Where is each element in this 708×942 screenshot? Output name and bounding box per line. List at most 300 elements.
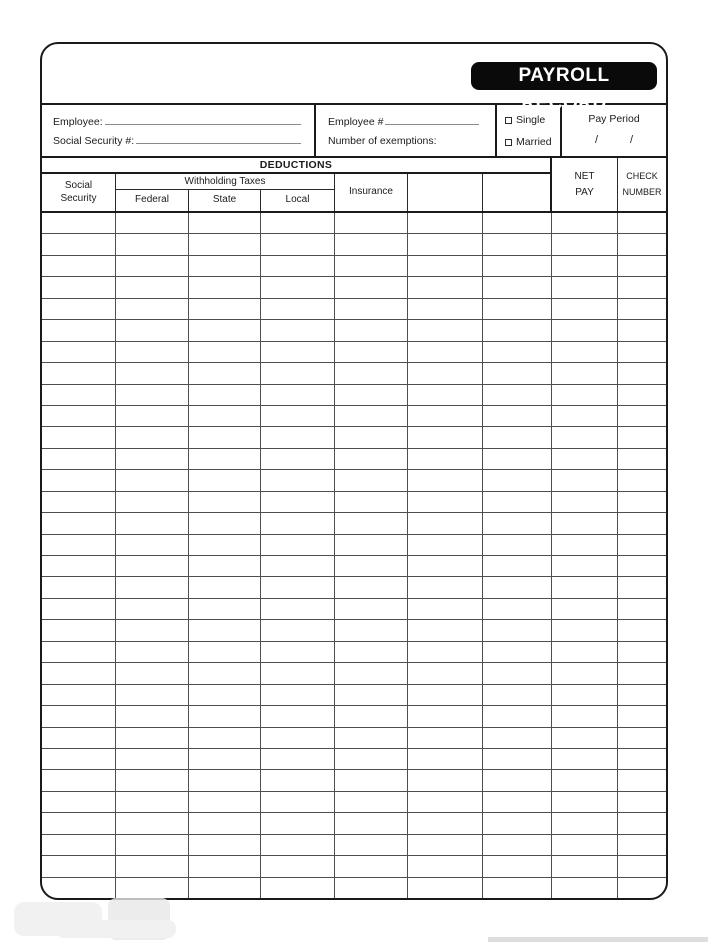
cell-local[interactable] <box>261 427 335 447</box>
cell-state[interactable] <box>189 685 261 705</box>
cell-check-number[interactable] <box>618 256 666 276</box>
cell-federal[interactable] <box>116 878 189 898</box>
cell-insurance[interactable] <box>335 728 408 748</box>
cell-blank-2[interactable] <box>483 792 552 812</box>
cell-insurance[interactable] <box>335 663 408 683</box>
cell-state[interactable] <box>189 620 261 640</box>
cell-blank-2[interactable] <box>483 663 552 683</box>
cell-local[interactable] <box>261 749 335 769</box>
cell-net-pay[interactable] <box>552 492 618 512</box>
cell-blank-1[interactable] <box>408 577 483 597</box>
cell-blank-2[interactable] <box>483 406 552 426</box>
cell-net-pay[interactable] <box>552 878 618 898</box>
cell-blank-1[interactable] <box>408 213 483 233</box>
cell-state[interactable] <box>189 556 261 576</box>
cell-net-pay[interactable] <box>552 685 618 705</box>
cell-check-number[interactable] <box>618 427 666 447</box>
cell-net-pay[interactable] <box>552 406 618 426</box>
cell-federal[interactable] <box>116 213 189 233</box>
cell-local[interactable] <box>261 385 335 405</box>
cell-check-number[interactable] <box>618 813 666 833</box>
cell-net-pay[interactable] <box>552 470 618 490</box>
cell-net-pay[interactable] <box>552 234 618 254</box>
cell-social-security[interactable] <box>42 342 116 362</box>
cell-social-security[interactable] <box>42 513 116 533</box>
cell-insurance[interactable] <box>335 599 408 619</box>
cell-federal[interactable] <box>116 234 189 254</box>
cell-insurance[interactable] <box>335 792 408 812</box>
cell-local[interactable] <box>261 213 335 233</box>
cell-check-number[interactable] <box>618 406 666 426</box>
cell-federal[interactable] <box>116 642 189 662</box>
cell-net-pay[interactable] <box>552 577 618 597</box>
cell-insurance[interactable] <box>335 256 408 276</box>
cell-blank-1[interactable] <box>408 706 483 726</box>
cell-net-pay[interactable] <box>552 749 618 769</box>
cell-blank-2[interactable] <box>483 256 552 276</box>
cell-blank-2[interactable] <box>483 620 552 640</box>
cell-federal[interactable] <box>116 556 189 576</box>
cell-check-number[interactable] <box>618 642 666 662</box>
cell-state[interactable] <box>189 513 261 533</box>
cell-blank-1[interactable] <box>408 513 483 533</box>
cell-check-number[interactable] <box>618 856 666 876</box>
cell-insurance[interactable] <box>335 642 408 662</box>
cell-blank-2[interactable] <box>483 470 552 490</box>
cell-net-pay[interactable] <box>552 856 618 876</box>
cell-local[interactable] <box>261 706 335 726</box>
cell-local[interactable] <box>261 642 335 662</box>
cell-federal[interactable] <box>116 342 189 362</box>
cell-state[interactable] <box>189 470 261 490</box>
cell-local[interactable] <box>261 556 335 576</box>
cell-net-pay[interactable] <box>552 256 618 276</box>
cell-insurance[interactable] <box>335 577 408 597</box>
cell-insurance[interactable] <box>335 556 408 576</box>
cell-federal[interactable] <box>116 577 189 597</box>
cell-blank-1[interactable] <box>408 385 483 405</box>
cell-local[interactable] <box>261 299 335 319</box>
cell-net-pay[interactable] <box>552 277 618 297</box>
cell-state[interactable] <box>189 385 261 405</box>
cell-blank-2[interactable] <box>483 685 552 705</box>
cell-state[interactable] <box>189 706 261 726</box>
cell-social-security[interactable] <box>42 792 116 812</box>
cell-blank-1[interactable] <box>408 535 483 555</box>
cell-blank-1[interactable] <box>408 792 483 812</box>
cell-blank-1[interactable] <box>408 256 483 276</box>
cell-net-pay[interactable] <box>552 599 618 619</box>
cell-insurance[interactable] <box>335 299 408 319</box>
cell-federal[interactable] <box>116 599 189 619</box>
cell-social-security[interactable] <box>42 620 116 640</box>
cell-federal[interactable] <box>116 513 189 533</box>
cell-net-pay[interactable] <box>552 728 618 748</box>
cell-insurance[interactable] <box>335 535 408 555</box>
cell-insurance[interactable] <box>335 234 408 254</box>
cell-check-number[interactable] <box>618 835 666 855</box>
cell-net-pay[interactable] <box>552 706 618 726</box>
cell-social-security[interactable] <box>42 213 116 233</box>
cell-federal[interactable] <box>116 449 189 469</box>
cell-check-number[interactable] <box>618 470 666 490</box>
cell-net-pay[interactable] <box>552 427 618 447</box>
cell-social-security[interactable] <box>42 535 116 555</box>
cell-blank-1[interactable] <box>408 363 483 383</box>
married-checkbox[interactable] <box>505 139 512 146</box>
cell-social-security[interactable] <box>42 663 116 683</box>
cell-blank-1[interactable] <box>408 470 483 490</box>
cell-blank-2[interactable] <box>483 577 552 597</box>
cell-federal[interactable] <box>116 706 189 726</box>
cell-local[interactable] <box>261 577 335 597</box>
cell-state[interactable] <box>189 492 261 512</box>
cell-social-security[interactable] <box>42 406 116 426</box>
cell-social-security[interactable] <box>42 878 116 898</box>
cell-insurance[interactable] <box>335 406 408 426</box>
cell-state[interactable] <box>189 449 261 469</box>
cell-insurance[interactable] <box>335 856 408 876</box>
cell-local[interactable] <box>261 535 335 555</box>
cell-check-number[interactable] <box>618 556 666 576</box>
cell-social-security[interactable] <box>42 770 116 790</box>
cell-blank-2[interactable] <box>483 363 552 383</box>
cell-state[interactable] <box>189 599 261 619</box>
cell-local[interactable] <box>261 492 335 512</box>
cell-insurance[interactable] <box>335 878 408 898</box>
cell-net-pay[interactable] <box>552 792 618 812</box>
cell-blank-1[interactable] <box>408 427 483 447</box>
cell-federal[interactable] <box>116 728 189 748</box>
cell-local[interactable] <box>261 256 335 276</box>
cell-blank-2[interactable] <box>483 749 552 769</box>
cell-state[interactable] <box>189 577 261 597</box>
cell-blank-1[interactable] <box>408 556 483 576</box>
cell-state[interactable] <box>189 299 261 319</box>
cell-state[interactable] <box>189 406 261 426</box>
table-row <box>42 685 666 706</box>
cell-local[interactable] <box>261 277 335 297</box>
cell-state[interactable] <box>189 277 261 297</box>
cell-social-security[interactable] <box>42 320 116 340</box>
cell-blank-1[interactable] <box>408 663 483 683</box>
cell-net-pay[interactable] <box>552 535 618 555</box>
cell-check-number[interactable] <box>618 728 666 748</box>
cell-insurance[interactable] <box>335 492 408 512</box>
cell-net-pay[interactable] <box>552 299 618 319</box>
cell-local[interactable] <box>261 449 335 469</box>
cell-check-number[interactable] <box>618 577 666 597</box>
cell-blank-2[interactable] <box>483 342 552 362</box>
cell-state[interactable] <box>189 427 261 447</box>
cell-state[interactable] <box>189 792 261 812</box>
cell-local[interactable] <box>261 363 335 383</box>
single-checkbox[interactable] <box>505 117 512 124</box>
employee-number-label: Employee # <box>328 116 384 128</box>
cell-social-security[interactable] <box>42 728 116 748</box>
cell-local[interactable] <box>261 320 335 340</box>
cell-state[interactable] <box>189 835 261 855</box>
cell-blank-2[interactable] <box>483 299 552 319</box>
cell-state[interactable] <box>189 878 261 898</box>
cell-blank-2[interactable] <box>483 492 552 512</box>
cell-state[interactable] <box>189 663 261 683</box>
cell-check-number[interactable] <box>618 770 666 790</box>
cell-net-pay[interactable] <box>552 620 618 640</box>
cell-blank-1[interactable] <box>408 492 483 512</box>
cell-social-security[interactable] <box>42 492 116 512</box>
cell-state[interactable] <box>189 535 261 555</box>
cell-social-security[interactable] <box>42 470 116 490</box>
cell-federal[interactable] <box>116 256 189 276</box>
cell-state[interactable] <box>189 728 261 748</box>
cell-social-security[interactable] <box>42 277 116 297</box>
cell-insurance[interactable] <box>335 213 408 233</box>
cell-federal[interactable] <box>116 277 189 297</box>
cell-blank-2[interactable] <box>483 642 552 662</box>
cell-net-pay[interactable] <box>552 513 618 533</box>
cell-check-number[interactable] <box>618 685 666 705</box>
cell-blank-2[interactable] <box>483 535 552 555</box>
cell-local[interactable] <box>261 792 335 812</box>
cell-insurance[interactable] <box>335 320 408 340</box>
cell-state[interactable] <box>189 642 261 662</box>
cell-net-pay[interactable] <box>552 556 618 576</box>
cell-blank-2[interactable] <box>483 599 552 619</box>
cell-blank-1[interactable] <box>408 234 483 254</box>
cell-state[interactable] <box>189 856 261 876</box>
cell-federal[interactable] <box>116 363 189 383</box>
cell-blank-1[interactable] <box>408 749 483 769</box>
cell-check-number[interactable] <box>618 234 666 254</box>
cell-insurance[interactable] <box>335 770 408 790</box>
cell-blank-1[interactable] <box>408 277 483 297</box>
cell-local[interactable] <box>261 856 335 876</box>
cell-blank-1[interactable] <box>408 835 483 855</box>
cell-net-pay[interactable] <box>552 342 618 362</box>
cell-check-number[interactable] <box>618 492 666 512</box>
cell-state[interactable] <box>189 749 261 769</box>
cell-insurance[interactable] <box>335 706 408 726</box>
cell-blank-2[interactable] <box>483 728 552 748</box>
exemptions-label: Number of exemptions: <box>328 135 437 147</box>
cell-local[interactable] <box>261 663 335 683</box>
cell-federal[interactable] <box>116 685 189 705</box>
cell-federal[interactable] <box>116 813 189 833</box>
cell-blank-1[interactable] <box>408 770 483 790</box>
cell-net-pay[interactable] <box>552 449 618 469</box>
check-number-line-1: CHECK <box>626 171 658 182</box>
cell-blank-2[interactable] <box>483 556 552 576</box>
cell-social-security[interactable] <box>42 685 116 705</box>
cell-local[interactable] <box>261 234 335 254</box>
employee-number-input-line[interactable] <box>385 113 479 125</box>
cell-blank-2[interactable] <box>483 706 552 726</box>
cell-social-security[interactable] <box>42 642 116 662</box>
cell-insurance[interactable] <box>335 620 408 640</box>
cell-insurance[interactable] <box>335 363 408 383</box>
cell-check-number[interactable] <box>618 449 666 469</box>
cell-federal[interactable] <box>116 492 189 512</box>
cell-social-security[interactable] <box>42 835 116 855</box>
cell-social-security[interactable] <box>42 856 116 876</box>
cell-federal[interactable] <box>116 620 189 640</box>
cell-net-pay[interactable] <box>552 642 618 662</box>
cell-state[interactable] <box>189 320 261 340</box>
cell-local[interactable] <box>261 406 335 426</box>
cell-check-number[interactable] <box>618 342 666 362</box>
cell-local[interactable] <box>261 878 335 898</box>
cell-blank-1[interactable] <box>408 878 483 898</box>
cell-federal[interactable] <box>116 385 189 405</box>
cell-blank-1[interactable] <box>408 320 483 340</box>
cell-check-number[interactable] <box>618 620 666 640</box>
cell-insurance[interactable] <box>335 449 408 469</box>
cell-check-number[interactable] <box>618 535 666 555</box>
cell-check-number[interactable] <box>618 792 666 812</box>
cell-federal[interactable] <box>116 770 189 790</box>
cell-insurance[interactable] <box>335 385 408 405</box>
table-row <box>42 256 666 277</box>
cell-check-number[interactable] <box>618 599 666 619</box>
cell-insurance[interactable] <box>335 342 408 362</box>
cell-check-number[interactable] <box>618 213 666 233</box>
cell-federal[interactable] <box>116 406 189 426</box>
cell-local[interactable] <box>261 728 335 748</box>
cell-blank-2[interactable] <box>483 449 552 469</box>
cell-blank-2[interactable] <box>483 277 552 297</box>
cell-state[interactable] <box>189 770 261 790</box>
cell-local[interactable] <box>261 599 335 619</box>
cell-social-security[interactable] <box>42 299 116 319</box>
cell-blank-2[interactable] <box>483 513 552 533</box>
cell-social-security[interactable] <box>42 706 116 726</box>
cell-blank-2[interactable] <box>483 234 552 254</box>
cell-social-security[interactable] <box>42 256 116 276</box>
cell-local[interactable] <box>261 513 335 533</box>
cell-local[interactable] <box>261 770 335 790</box>
cell-blank-2[interactable] <box>483 878 552 898</box>
cell-social-security[interactable] <box>42 449 116 469</box>
cell-check-number[interactable] <box>618 878 666 898</box>
cell-social-security[interactable] <box>42 577 116 597</box>
cell-blank-2[interactable] <box>483 213 552 233</box>
cell-insurance[interactable] <box>335 513 408 533</box>
cell-blank-1[interactable] <box>408 856 483 876</box>
cell-local[interactable] <box>261 685 335 705</box>
cell-check-number[interactable] <box>618 513 666 533</box>
cell-net-pay[interactable] <box>552 320 618 340</box>
cell-social-security[interactable] <box>42 599 116 619</box>
cell-social-security[interactable] <box>42 813 116 833</box>
cell-social-security[interactable] <box>42 427 116 447</box>
cell-local[interactable] <box>261 620 335 640</box>
cell-net-pay[interactable] <box>552 835 618 855</box>
cell-federal[interactable] <box>116 835 189 855</box>
cell-federal[interactable] <box>116 427 189 447</box>
cell-insurance[interactable] <box>335 685 408 705</box>
cell-local[interactable] <box>261 342 335 362</box>
cell-insurance[interactable] <box>335 749 408 769</box>
cell-state[interactable] <box>189 234 261 254</box>
cell-net-pay[interactable] <box>552 663 618 683</box>
cell-blank-1[interactable] <box>408 599 483 619</box>
cell-blank-1[interactable] <box>408 342 483 362</box>
cell-check-number[interactable] <box>618 385 666 405</box>
cell-blank-2[interactable] <box>483 427 552 447</box>
net-pay-line-1: NET <box>574 171 595 182</box>
cell-check-number[interactable] <box>618 706 666 726</box>
cell-federal[interactable] <box>116 792 189 812</box>
cell-check-number[interactable] <box>618 363 666 383</box>
cell-state[interactable] <box>189 256 261 276</box>
cell-insurance[interactable] <box>335 427 408 447</box>
cell-federal[interactable] <box>116 663 189 683</box>
cell-blank-1[interactable] <box>408 620 483 640</box>
cell-net-pay[interactable] <box>552 213 618 233</box>
pay-period-value[interactable] <box>562 134 666 146</box>
cell-blank-2[interactable] <box>483 770 552 790</box>
cell-check-number[interactable] <box>618 299 666 319</box>
cell-local[interactable] <box>261 470 335 490</box>
cell-insurance[interactable] <box>335 813 408 833</box>
cell-state[interactable] <box>189 813 261 833</box>
cell-net-pay[interactable] <box>552 363 618 383</box>
employee-input-line[interactable] <box>105 113 301 125</box>
cell-federal[interactable] <box>116 320 189 340</box>
cell-check-number[interactable] <box>618 277 666 297</box>
cell-blank-2[interactable] <box>483 385 552 405</box>
cell-insurance[interactable] <box>335 470 408 490</box>
ssn-input-line[interactable] <box>136 132 301 144</box>
cell-check-number[interactable] <box>618 749 666 769</box>
cell-blank-1[interactable] <box>408 685 483 705</box>
cell-insurance[interactable] <box>335 835 408 855</box>
cell-net-pay[interactable] <box>552 770 618 790</box>
cell-blank-1[interactable] <box>408 728 483 748</box>
cell-net-pay[interactable] <box>552 813 618 833</box>
cell-blank-1[interactable] <box>408 642 483 662</box>
cell-federal[interactable] <box>116 535 189 555</box>
cell-blank-1[interactable] <box>408 813 483 833</box>
cell-blank-1[interactable] <box>408 449 483 469</box>
cell-blank-1[interactable] <box>408 299 483 319</box>
cell-local[interactable] <box>261 813 335 833</box>
cell-federal[interactable] <box>116 749 189 769</box>
cell-check-number[interactable] <box>618 320 666 340</box>
cell-social-security[interactable] <box>42 749 116 769</box>
cell-state[interactable] <box>189 363 261 383</box>
cell-insurance[interactable] <box>335 277 408 297</box>
cell-state[interactable] <box>189 213 261 233</box>
cell-blank-1[interactable] <box>408 406 483 426</box>
cell-check-number[interactable] <box>618 663 666 683</box>
cell-federal[interactable] <box>116 299 189 319</box>
cell-blank-2[interactable] <box>483 856 552 876</box>
cell-social-security[interactable] <box>42 385 116 405</box>
cell-state[interactable] <box>189 342 261 362</box>
cell-local[interactable] <box>261 835 335 855</box>
cell-net-pay[interactable] <box>552 385 618 405</box>
cell-blank-2[interactable] <box>483 320 552 340</box>
cell-social-security[interactable] <box>42 556 116 576</box>
cell-blank-2[interactable] <box>483 835 552 855</box>
cell-federal[interactable] <box>116 856 189 876</box>
cell-social-security[interactable] <box>42 363 116 383</box>
cell-blank-2[interactable] <box>483 813 552 833</box>
cell-federal[interactable] <box>116 470 189 490</box>
cell-social-security[interactable] <box>42 234 116 254</box>
